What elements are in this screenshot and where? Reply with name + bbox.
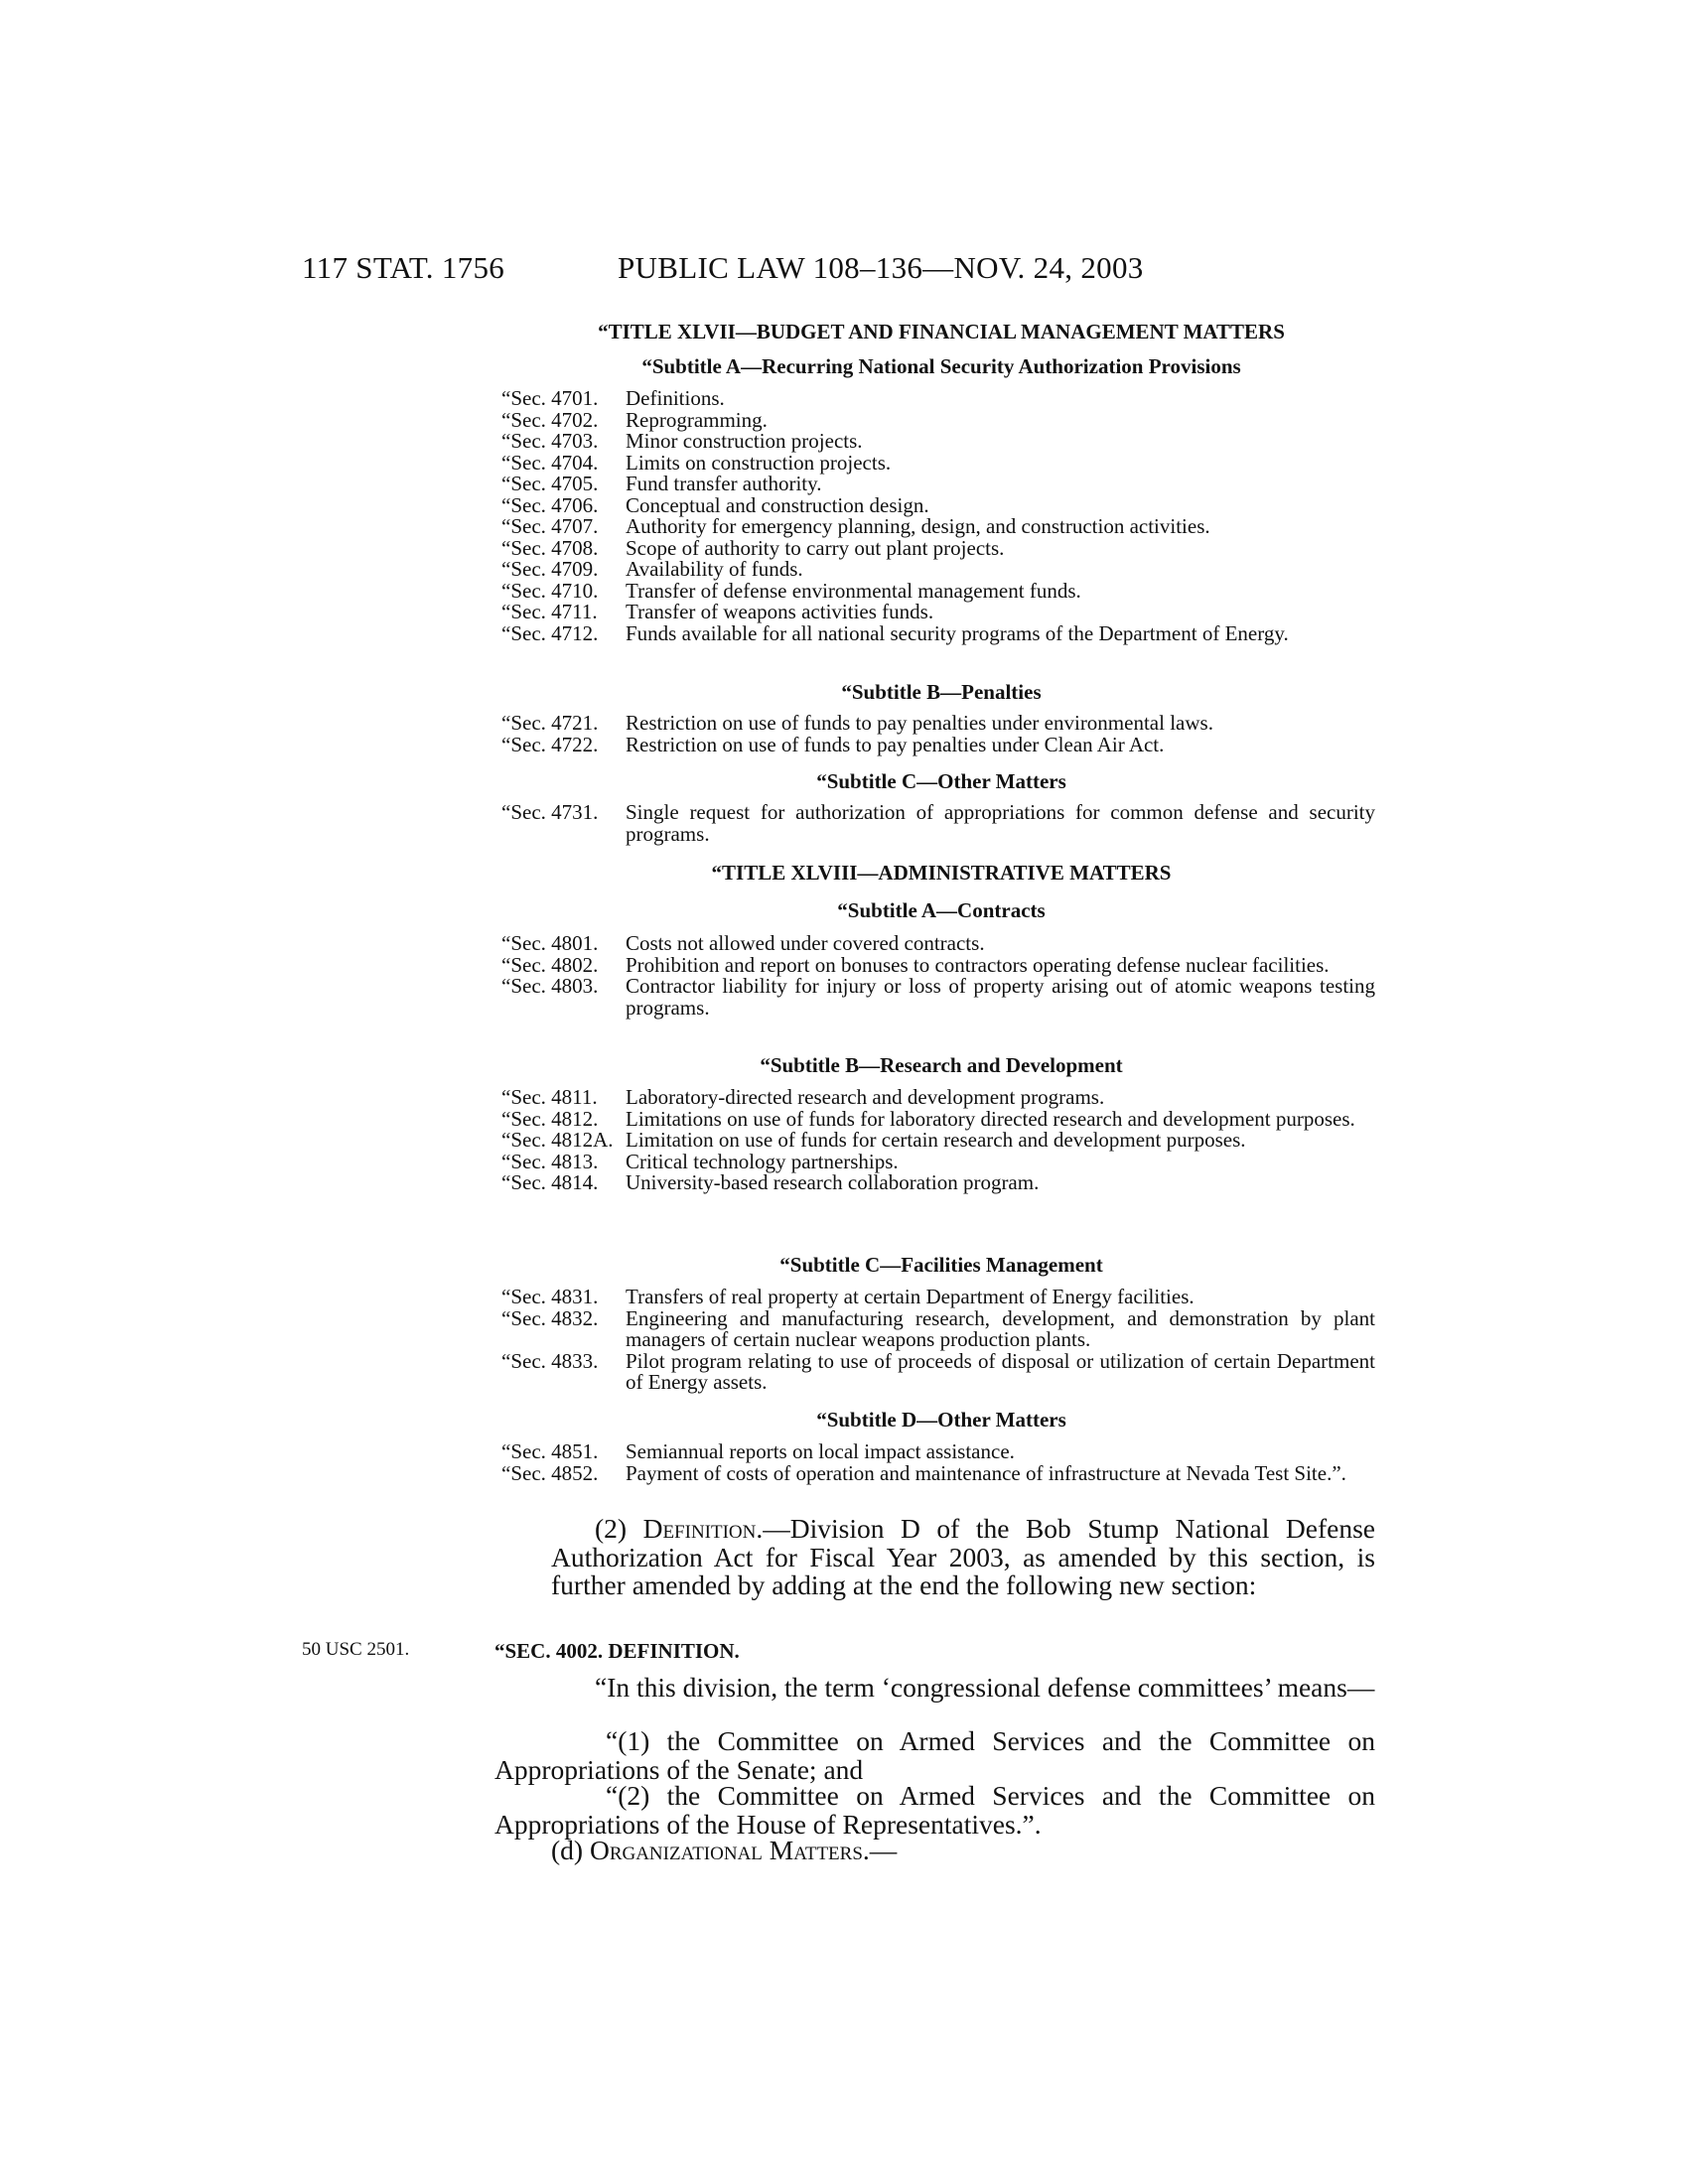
toc-entry-text: Contractor liability for injury or loss of property arising out of atomic weapons testing programs.	[626, 974, 1375, 1020]
toc-entry-text: Reprogramming.	[626, 407, 768, 432]
section-heading: “SEC. 4002. DEFINITION.	[494, 1639, 740, 1663]
toc-entry-text: Funds available for all national security programs of the Department of Energy.	[626, 620, 1289, 645]
toc-entry	[501, 516, 1375, 538]
toc-entry	[501, 602, 1375, 623]
paragraph-definition-amendment	[551, 1515, 1375, 1600]
definition-intro: “In this division, the term ‘congressional defense committees’ means—	[595, 1672, 1375, 1703]
toc-entry-text: Conceptual and construction design.	[626, 492, 929, 517]
toc-entry-number: “Sec. 4812A.	[501, 1128, 614, 1152]
toc-entry-number: “Sec. 4802.	[501, 952, 599, 977]
toc-entry-text: University-based research collaboration program.	[626, 1170, 1040, 1194]
para-label: Organizational Matters	[589, 1835, 863, 1865]
toc-entry-text: Definitions.	[626, 386, 725, 410]
toc-entry	[501, 1305, 1375, 1351]
toc-entry-number: “Sec. 4811.	[501, 1085, 598, 1109]
toc-entry-number: “Sec. 4710.	[501, 578, 599, 603]
toc-entry-text: Engineering and manufacturing research, development, and demonstration by plant managers of certain nuclear weapons production plants.	[626, 1305, 1375, 1351]
toc-entry	[501, 431, 1375, 453]
paragraph-organizational-matters	[551, 1837, 897, 1865]
toc-list	[501, 388, 1375, 644]
title-xlvii-heading: “TITLE XLVII—BUDGET AND FINANCIAL MANAGEMENT MATTERS	[598, 320, 1285, 343]
toc-entry	[501, 578, 1375, 603]
page-stat-citation: 117 STAT. 1756	[302, 250, 505, 285]
toc-list	[501, 933, 1375, 1019]
para-number: (2)	[595, 1513, 643, 1544]
toc-entry-number: “Sec. 4814.	[501, 1170, 599, 1194]
toc-list	[501, 713, 1375, 755]
toc-entry-text: Limitation on use of funds for certain research and development purposes.	[626, 1128, 1246, 1152]
toc-entry	[501, 492, 1375, 517]
toc-entry	[501, 1087, 1375, 1109]
definition-item-1: “(1) the Committee on Armed Services and the Committee on Appropriations of the Senate; and	[494, 1725, 1375, 1785]
title-xlviii-subtitle-b-heading: “Subtitle B—Research and Development	[760, 1053, 1123, 1077]
toc-entry-text: Restriction on use of funds to pay penalties under Clean Air Act.	[626, 732, 1165, 756]
toc-entry-text: Availability of funds.	[626, 557, 803, 581]
toc-entry-number: “Sec. 4702.	[501, 407, 599, 432]
toc-entry	[501, 620, 1375, 645]
toc-entry-text: Scope of authority to carry out plant projects.	[626, 535, 1005, 560]
toc-entry-number: “Sec. 4813.	[501, 1149, 599, 1173]
toc-entry-text: Limitations on use of funds for laboratory directed research and development purposes.	[626, 1106, 1355, 1131]
toc-entry	[501, 1287, 1375, 1308]
title-xlviii-heading: “TITLE XLVIII—ADMINISTRATIVE MATTERS	[711, 861, 1172, 885]
toc-entry-number: “Sec. 4705.	[501, 472, 599, 495]
toc-entry-text: Limits on construction projects.	[626, 450, 892, 475]
toc-entry-text: Authority for emergency planning, design, and construction activities.	[626, 514, 1210, 538]
toc-entry-number: “Sec. 4707.	[501, 514, 599, 538]
definition-item-2: “(2) the Committee on Armed Services and the Committee on Appropriations of the House of Representatives.”.	[494, 1780, 1375, 1840]
toc-entry-number: “Sec. 4706.	[501, 492, 599, 517]
margin-note-usc: 50 USC 2501.	[302, 1639, 410, 1660]
toc-entry	[501, 450, 1375, 475]
toc-entry-number: “Sec. 4812.	[501, 1106, 599, 1131]
toc-entry	[501, 732, 1375, 756]
toc-entry-text: Prohibition and report on bonuses to contractors operating defense nuclear facilities.	[626, 952, 1330, 977]
toc-entry	[501, 1172, 1375, 1194]
toc-entry-text: Transfers of real property at certain Department of Energy facilities.	[626, 1285, 1195, 1308]
toc-entry-text: Costs not allowed under covered contracts.	[626, 931, 985, 955]
toc-entry	[501, 952, 1375, 977]
toc-entry	[501, 1130, 1375, 1152]
toc-entry	[501, 1106, 1375, 1131]
toc-entry-number: “Sec. 4852.	[501, 1460, 599, 1485]
title-xlviii-subtitle-c-heading: “Subtitle C—Facilities Management	[779, 1253, 1103, 1277]
toc-entry-number: “Sec. 4803.	[501, 974, 599, 998]
title-xlviii-subtitle-d-heading: “Subtitle D—Other Matters	[816, 1408, 1066, 1432]
toc-entry	[501, 535, 1375, 560]
toc-entry-text: Payment of costs of operation and maintenance of infrastructure at Nevada Test Site.”.	[626, 1460, 1346, 1485]
toc-entry-number: “Sec. 4712.	[501, 620, 599, 645]
toc-entry	[501, 1149, 1375, 1173]
toc-entry-number: “Sec. 4833.	[501, 1348, 599, 1373]
toc-entry-number: “Sec. 4722.	[501, 732, 599, 756]
toc-entry-text: Transfer of defense environmental management funds.	[626, 578, 1081, 603]
toc-entry-text: Transfer of weapons activities funds.	[626, 600, 934, 623]
title-xlvii-subtitle-b-heading: “Subtitle B—Penalties	[841, 680, 1042, 704]
toc-entry-number: “Sec. 4704.	[501, 450, 599, 475]
toc-entry-text: Critical technology partnerships.	[626, 1149, 899, 1173]
toc-entry	[501, 713, 1375, 735]
toc-list	[501, 1287, 1375, 1394]
toc-entry-text: Laboratory-directed research and development programs.	[626, 1085, 1105, 1109]
toc-entry-text: Fund transfer authority.	[626, 472, 822, 495]
para-number: (d)	[551, 1835, 590, 1865]
toc-entry	[501, 407, 1375, 432]
para-label: Definition	[642, 1513, 757, 1544]
para-text: .—Division D of the Bob Stump National Defense Authorization Act for Fiscal Year 2003, as amended by this section, is further amended by adding at the end the following new section:	[551, 1513, 1375, 1600]
toc-entry-number: “Sec. 4851.	[501, 1439, 599, 1463]
toc-entry-text: Semiannual reports on local impact assistance.	[626, 1439, 1015, 1463]
toc-entry	[501, 1460, 1375, 1485]
toc-entry-number: “Sec. 4721.	[501, 711, 599, 735]
toc-entry	[501, 388, 1375, 410]
toc-entry-text: Minor construction projects.	[626, 429, 863, 453]
running-header-title: PUBLIC LAW 108–136—NOV. 24, 2003	[618, 250, 1144, 285]
toc-entry	[501, 1441, 1375, 1463]
toc-entry	[501, 933, 1375, 955]
toc-entry-number: “Sec. 4832.	[501, 1305, 599, 1330]
toc-entry-text: Pilot program relating to use of proceeds of disposal or utilization of certain Department of Energy assets.	[626, 1348, 1375, 1394]
toc-entry-text: Single request for authorization of appropriations for common defense and security programs.	[626, 800, 1375, 846]
toc-entry-number: “Sec. 4708.	[501, 535, 599, 560]
toc-list	[501, 1087, 1375, 1194]
toc-entry-text: Restriction on use of funds to pay penalties under environmental laws.	[626, 711, 1213, 735]
toc-entry-number: “Sec. 4731.	[501, 800, 599, 824]
toc-entry-number: “Sec. 4801.	[501, 931, 599, 955]
toc-entry-number: “Sec. 4709.	[501, 557, 599, 581]
toc-entry	[501, 976, 1375, 1019]
toc-entry-number: “Sec. 4831.	[501, 1285, 599, 1308]
toc-entry-number: “Sec. 4703.	[501, 429, 599, 453]
title-xlvii-subtitle-c-heading: “Subtitle C—Other Matters	[816, 769, 1066, 793]
toc-entry	[501, 1348, 1375, 1394]
toc-entry	[501, 559, 1375, 581]
toc-entry-number: “Sec. 4701.	[501, 386, 599, 410]
toc-list	[501, 1441, 1375, 1484]
toc-entry-number: “Sec. 4711.	[501, 600, 598, 623]
toc-entry	[501, 474, 1375, 495]
para-suffix: .—	[862, 1835, 898, 1865]
toc-list	[501, 802, 1375, 845]
toc-entry	[501, 802, 1375, 845]
title-xlviii-subtitle-a-heading: “Subtitle A—Contracts	[837, 898, 1046, 922]
title-xlvii-subtitle-a-heading: “Subtitle A—Recurring National Security Authorization Provisions	[641, 354, 1241, 378]
